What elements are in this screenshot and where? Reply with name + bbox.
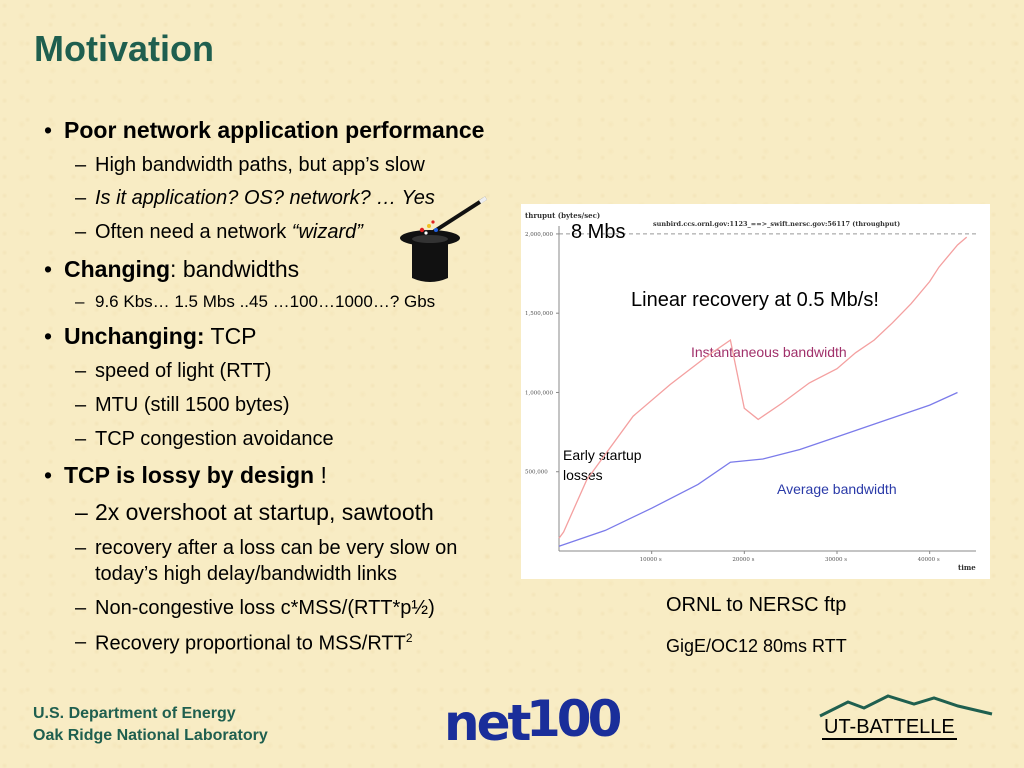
ut-battelle-logo: UT-BATTELLE <box>824 716 955 738</box>
net100-logo <box>444 690 620 760</box>
throughput-chart <box>521 204 990 579</box>
sub-bullet-text: speed of light (RTT) <box>95 360 272 382</box>
sub-bullet-text: Non-congestive loss c*MSS/(RTT*p½) <box>95 597 435 619</box>
sub-bullet-text: 2x overshoot at startup, sawtooth <box>95 499 434 525</box>
dash-icon: – <box>75 537 87 559</box>
linear-recovery-annotation: Linear recovery at 0.5 Mb/s! <box>631 289 879 311</box>
sub-bullet-text: today’s high delay/bandwidth links <box>95 563 398 585</box>
x-tick-label: 40000 s <box>917 557 940 563</box>
sub-bullet-text: Often need a network <box>95 221 292 243</box>
early-startup-label-2: losses <box>563 467 603 483</box>
dash-icon: – <box>75 187 87 209</box>
x-tick-label: 30000 s <box>825 557 848 563</box>
sub-bullet-text: recovery after a loss can be very slow on <box>95 537 458 559</box>
bullet-lossy <box>44 462 327 489</box>
dash-icon: – <box>75 221 87 243</box>
dash-icon: – <box>75 499 88 525</box>
y-tick-label: 1,000,000 <box>525 390 553 397</box>
dash-icon: – <box>75 428 87 450</box>
bullet-poor-performance <box>44 117 485 144</box>
bullet-rest: ! <box>314 462 327 488</box>
sub-bullet-text: High bandwidth paths, but app’s slow <box>95 154 425 176</box>
sub-bullet <box>75 221 363 244</box>
y-tick-label: 500,000 <box>525 469 548 476</box>
sub-bullet <box>75 360 272 383</box>
sub-bullet <box>75 187 435 210</box>
sub-bullet <box>75 154 425 177</box>
bullet-icon: • <box>44 323 53 349</box>
bullet-icon: • <box>44 256 53 282</box>
bullet-text: Poor network application performance <box>64 117 485 143</box>
early-startup-label-1: Early startup <box>563 447 642 463</box>
bullet-bold: Changing <box>64 256 171 282</box>
x-axis-label: time <box>958 563 976 572</box>
bullet-changing <box>44 256 300 283</box>
average-label: Average bandwidth <box>777 481 897 497</box>
sub-bullet-text: MTU (still 1500 bytes) <box>95 394 290 416</box>
bullet-rest: : bandwidths <box>170 256 300 282</box>
sub-bullet-continued <box>95 563 397 586</box>
dash-icon: – <box>75 631 87 653</box>
bullet-bold: TCP is lossy by design <box>64 462 315 488</box>
x-tick-label: 10000 s <box>639 557 662 563</box>
dash-icon: – <box>75 154 87 176</box>
bullet-icon: • <box>44 462 53 488</box>
bullet-unchanging <box>44 323 257 350</box>
bullet-rest: TCP <box>204 323 257 349</box>
caption-title: ORNL to NERSC ftp <box>666 594 847 616</box>
sub-bullet <box>75 631 413 656</box>
footer-org <box>33 703 268 747</box>
sub-bullet <box>75 499 434 526</box>
series-line-average-bandwidth <box>559 393 958 547</box>
dash-icon: – <box>75 292 85 311</box>
chart-header-right: sunbird.ccs.ornl.gov:1123_==>_swift.nersc.gov:56117 (throughput) <box>653 220 901 228</box>
sub-bullet-text: Is it application? OS? network? … Yes <box>95 187 435 209</box>
sub-bullet-text: Recovery proportional to MSS/RTT <box>95 632 406 655</box>
caption-subtitle: GigE/OC12 80ms RTT <box>666 636 847 656</box>
superscript: 2 <box>405 631 413 645</box>
sub-bullet <box>75 537 458 560</box>
bullet-bold: Unchanging: <box>64 323 205 349</box>
rate-annotation: 8 Mbs <box>571 221 626 243</box>
wizard-text: “wizard” <box>291 221 363 243</box>
y-tick-label: 1,500,000 <box>525 311 553 318</box>
net100-logo-number: 100 <box>526 690 619 748</box>
slide-title: Motivation <box>34 28 214 69</box>
bullet-icon: • <box>44 117 53 143</box>
dash-icon: – <box>75 394 87 416</box>
sub-bullet-text: 9.6 Kbs… 1.5 Mbs ..45 …100…1000…? Gbs <box>95 292 436 311</box>
sub-bullet <box>75 428 334 451</box>
net100-logo-net: net <box>444 694 529 752</box>
footer-org-line2: Oak Ridge National Laboratory <box>33 727 268 744</box>
footer-org-line1: U.S. Department of Energy <box>33 705 236 722</box>
series-line-instantaneous-bandwidth <box>559 237 967 538</box>
x-tick-label: 20000 s <box>732 557 755 563</box>
sub-bullet <box>75 394 290 417</box>
dash-icon: – <box>75 360 87 382</box>
instantaneous-label: Instantaneous bandwidth <box>691 344 847 360</box>
sub-bullet <box>75 597 435 620</box>
sub-bullet-text: TCP congestion avoidance <box>95 428 334 450</box>
throughput-chart-svg <box>521 204 990 579</box>
y-tick-label: 2,000,000 <box>525 231 553 238</box>
dash-icon: – <box>75 597 87 619</box>
sub-bullet <box>75 292 436 312</box>
magic-wand-top-hat-icon <box>396 192 492 288</box>
chart-header-left: thruput (bytes/sec) <box>525 211 601 220</box>
